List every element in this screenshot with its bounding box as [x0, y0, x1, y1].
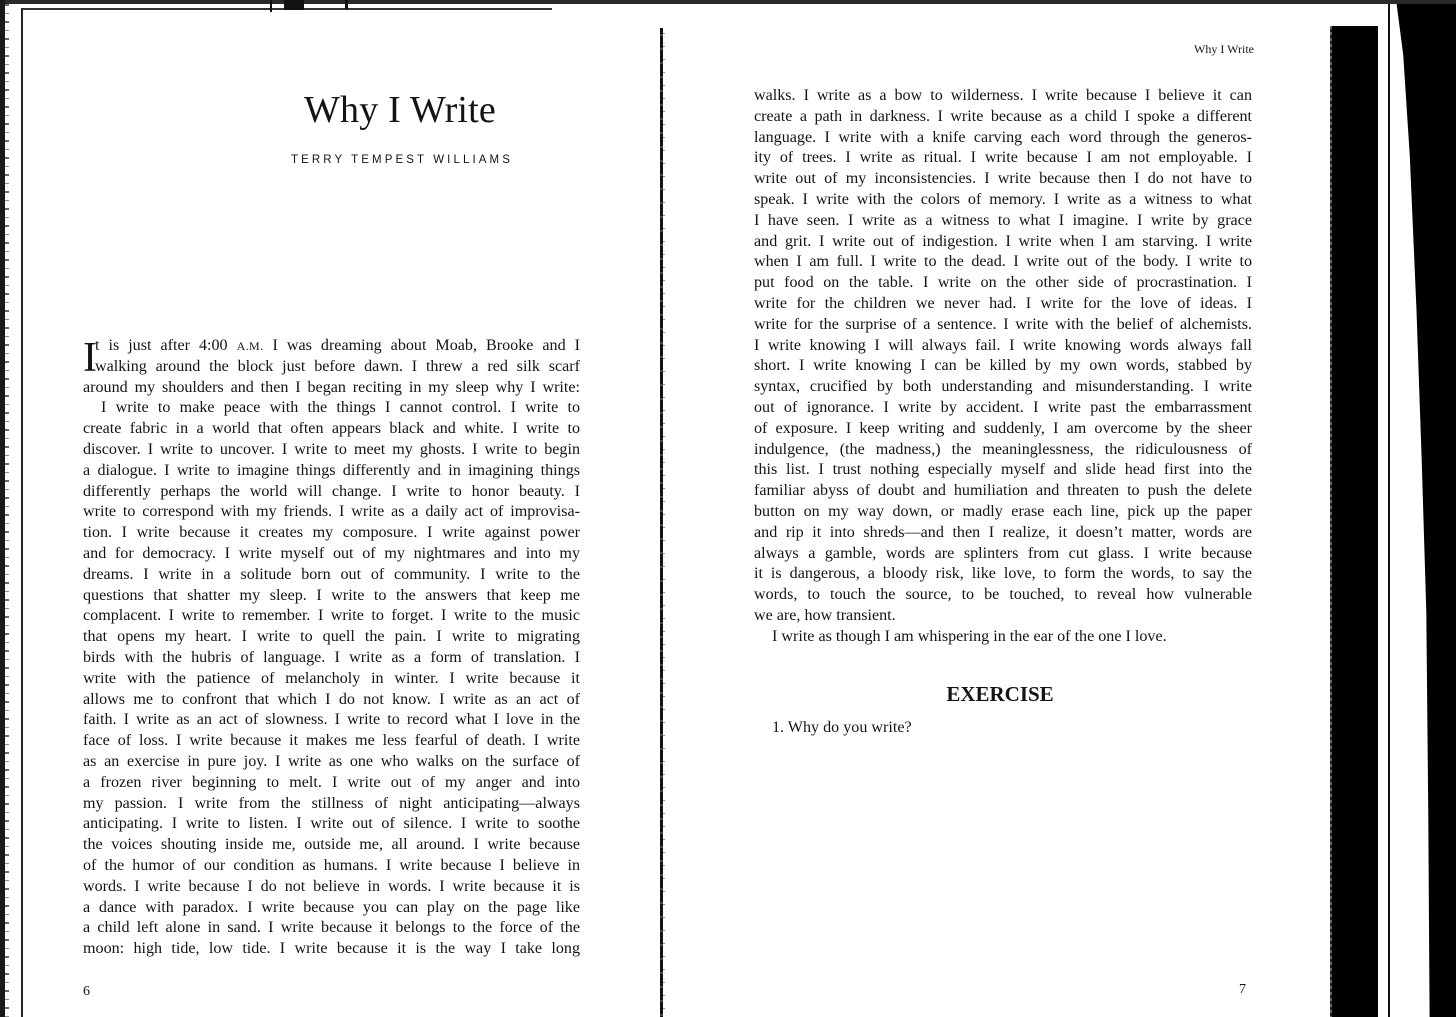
text-line: t is just after 4:00 A.M. I was dreaming about Moab, Brooke and I — [95, 337, 580, 354]
text-line: face of loss. I write because it makes me less fearful of death. I write — [83, 732, 580, 750]
text-line: syntax, crucified by both understanding and misunderstanding. I write — [754, 378, 1252, 396]
page-number-left: 6 — [83, 984, 90, 999]
text-line: questions that shatter my sleep. I write to the answers that keep me — [83, 586, 580, 604]
text-line: tion. I write because it creates my composure. I write against power — [83, 524, 580, 542]
text-line: a dialogue. I write to imagine things differently and in imagining things — [83, 461, 580, 479]
text-line: and rip it into shreds—and then I realize, it doesn’t matter, words are — [754, 523, 1252, 541]
text-line: we are, how transient. — [754, 606, 896, 624]
scan-shadow-right — [1332, 26, 1378, 1017]
text-line: walks. I write as a bow to wilderness. I write because I believe it can — [754, 87, 1252, 104]
scan-frame-top — [0, 0, 1456, 4]
text-line: words. I write because I do not believe in words. I write because it is — [83, 877, 580, 895]
text-line: when I am full. I write to the dead. I write out of the body. I write to — [754, 253, 1252, 271]
text-line: language. I write with a knife carving each word through the generos- — [754, 128, 1252, 146]
text-line: as an exercise in pure joy. I write as one who walks on the surface of — [83, 752, 580, 770]
text-line: a dance with paradox. I write because you can play on the page like — [83, 898, 580, 916]
exercise-item: 1. Why do you write? — [772, 719, 912, 736]
text-line: ity of trees. I write as ritual. I write because I am not employable. I — [754, 149, 1252, 167]
text-line: and for democracy. I write myself out of my nightmares and into my — [83, 544, 580, 562]
text-line: I write as though I am whispering in the ear of the one I love. — [772, 627, 1167, 645]
left-page-body — [83, 336, 580, 960]
text-line: this list. I trust nothing especially myself and slide head first into the — [754, 461, 1252, 479]
scan-border-right — [1388, 4, 1390, 1017]
text-line: dreams. I write in a solitude born out of community. I write to the — [83, 565, 580, 583]
text-line: write to correspond with my friends. I write as a daily act of improvisa- — [83, 503, 580, 521]
text-line: speak. I write with the colors of memory. I write as a witness to what — [754, 190, 1252, 208]
text-line: a child left alone in sand. I write because it belongs to the force of the — [83, 919, 580, 937]
text-line: a frozen river beginning to melt. I write out of my anger and into — [83, 773, 580, 791]
text-line: write for the surprise of a sentence. I write with the belief of alchemists. — [754, 315, 1252, 333]
page-edge-left — [21, 8, 23, 1017]
text-line: and grit. I write out of indigestion. I write when I am starving. I write — [754, 232, 1252, 250]
text-line: my passion. I write from the stillness of night anticipating—always — [83, 794, 580, 812]
book-gutter-shadow — [663, 28, 665, 1017]
text-line: create a path in darkness. I write because as a child I spoke a different — [754, 107, 1252, 125]
text-line: always a gamble, words are splinters from cut glass. I write because — [754, 544, 1252, 562]
text-line: complacent. I write to remember. I write to forget. I write to the music — [83, 607, 580, 625]
text-line: allows me to confront that which I do not know. I write as an act of — [83, 690, 580, 708]
scan-mark — [284, 0, 304, 10]
text-line: write with the patience of melancholy in winter. I write because it — [83, 669, 580, 687]
right-page-body — [754, 86, 1252, 648]
scan-mark — [270, 0, 272, 12]
text-line: discover. I write to uncover. I write to meet my ghosts. I write to begin — [83, 440, 580, 458]
text-line: differently perhaps the world will change. I write to honor beauty. I — [83, 482, 580, 500]
scan-torn-edge — [1390, 4, 1456, 1017]
text-line: write out of my inconsistencies. I write because then I do not have to — [754, 170, 1252, 188]
text-line: faith. I write as an act of slowness. I write to record what I love in the — [83, 711, 580, 729]
text-line: anticipating. I write to listen. I write out of silence. I write to soothe — [83, 815, 580, 833]
text-line: birds with the hubris of language. I write as a form of translation. I — [83, 648, 580, 666]
text-line: I have seen. I write as a witness to what I imagine. I write by grace — [754, 211, 1252, 229]
text-line: out of ignorance. I write by accident. I write past the embarrassment — [754, 398, 1252, 416]
scan-noise-left — [5, 4, 9, 1017]
author-name: TERRY TEMPEST WILLIAMS — [290, 154, 513, 166]
running-head: Why I Write — [1194, 42, 1254, 56]
text-line: walking around the block just before dawn. I threw a red silk scarf — [95, 357, 580, 375]
text-line: familiar abyss of doubt and humiliation and threaten to push the delete — [754, 482, 1252, 500]
text-line: write for the children we never had. I write for the love of ideas. I — [754, 294, 1252, 312]
text-line: moon: high tide, low tide. I write because it is the way I take long — [83, 940, 580, 958]
text-line: I write knowing I will always fail. I write knowing words always fall — [754, 336, 1252, 354]
text-line: indulgence, (the madness,) the meaninglessness, the ridiculousness of — [754, 440, 1252, 458]
text-line: the voices shouting inside me, outside me, all around. I write because — [83, 836, 580, 854]
text-line: put food on the table. I write on the other side of procrastination. I — [754, 274, 1252, 292]
text-line: of exposure. I keep writing and suddenly, I am overcome by the sheer — [754, 419, 1252, 437]
text-line: it is dangerous, a bloody risk, like love, to form the words, to say the — [754, 565, 1252, 583]
text-line: short. I write knowing I can be killed by my own words, stabbed by — [754, 357, 1252, 375]
exercise-heading: EXERCISE — [946, 682, 1054, 706]
page-number-right: 7 — [1239, 982, 1246, 997]
text-line: words, to touch the source, to be touched, to reveal how vulnerable — [754, 586, 1252, 604]
text-line: button on my way down, or madly erase each line, pick up the paper — [754, 502, 1252, 520]
essay-title: Why I Write — [303, 89, 496, 131]
text-line: around my shoulders and then I began reciting in my sleep why I write: — [83, 378, 580, 396]
text-line: I write to make peace with the things I cannot control. I write to — [101, 399, 580, 417]
text-line: create fabric in a world that often appears black and white. I write to — [83, 420, 580, 438]
scan-mark — [345, 0, 348, 9]
drop-cap: I — [83, 335, 97, 381]
text-line: that opens my heart. I write to quell the pain. I write to migrating — [83, 628, 580, 646]
text-line: of the humor of our condition as humans. I write because I believe in — [83, 856, 580, 874]
